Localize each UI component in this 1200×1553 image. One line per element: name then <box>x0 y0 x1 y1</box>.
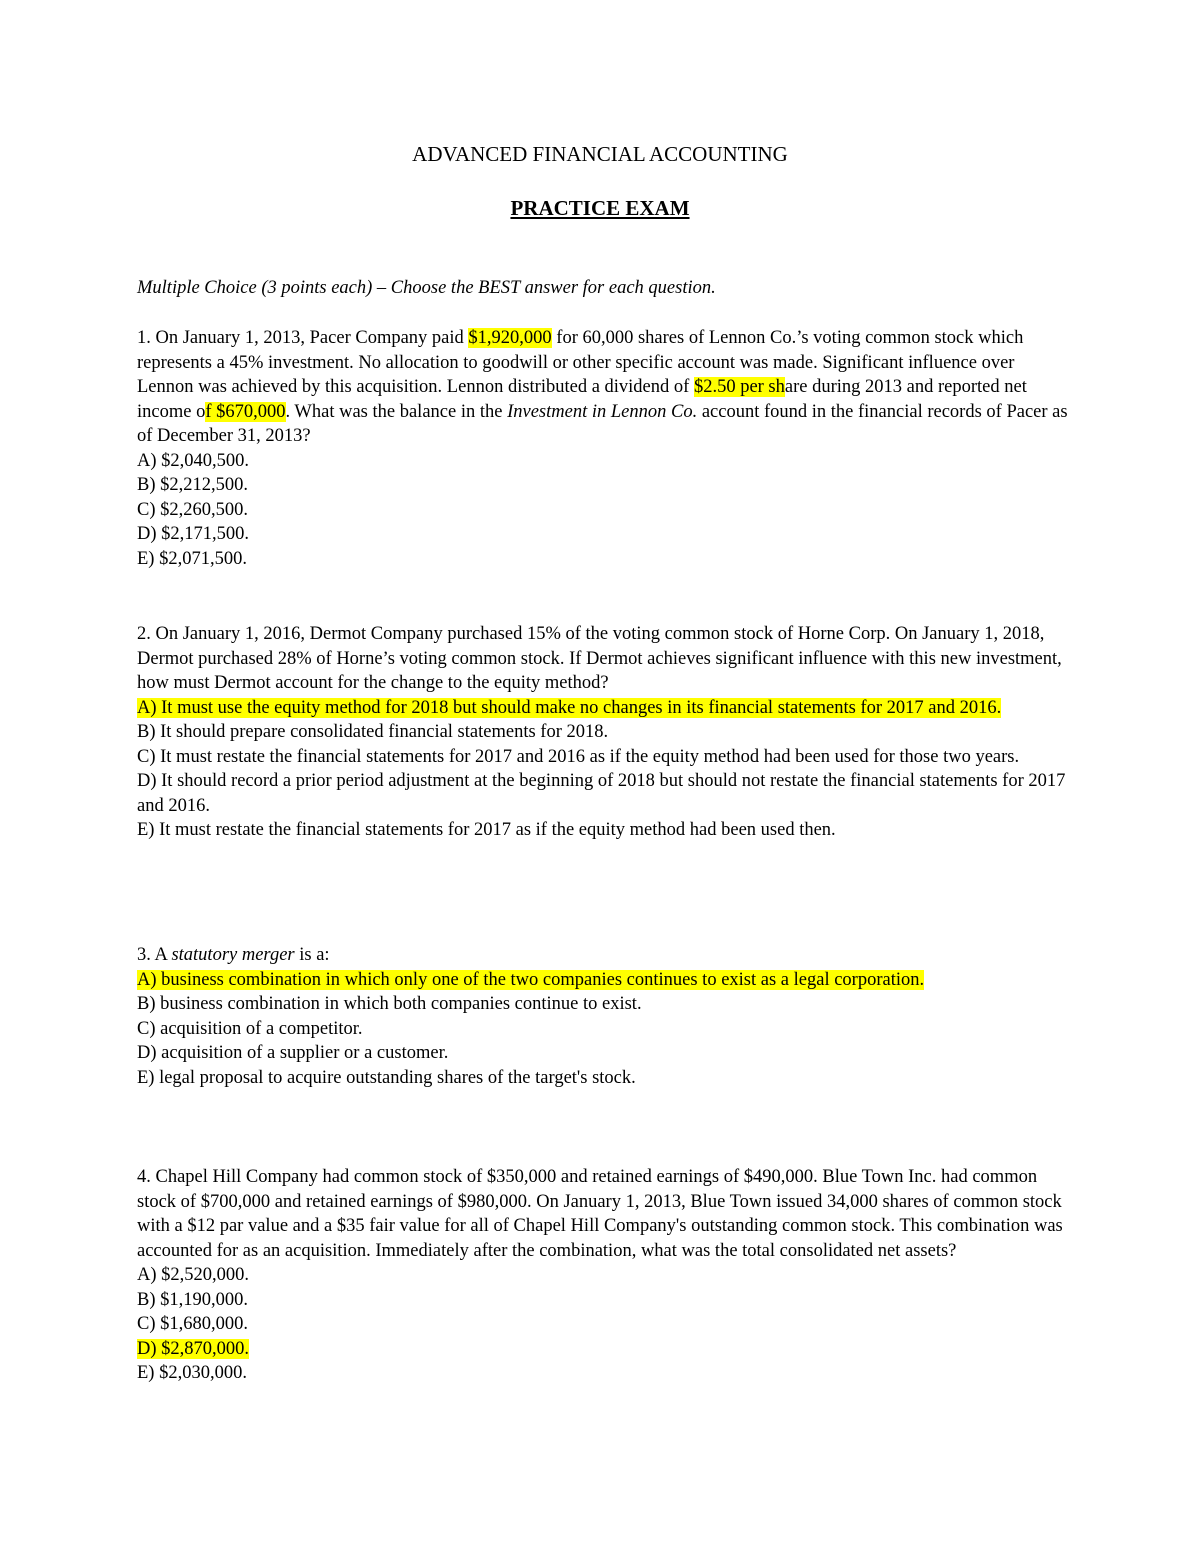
question-4-option-e: E) $2,030,000. <box>137 1363 247 1383</box>
question-3-option-e: E) legal proposal to acquire outstanding shares of the target's stock. <box>137 1067 636 1088</box>
question-2-option-e: E) It must restate the financial statements for 2017 as if the equity method had been used then. <box>137 820 836 840</box>
question-2 <box>137 622 1072 843</box>
question-2-option-d: D) It should record a prior period adjustment at the beginning of 2018 but should not restate the financial statements for 2017 and 2016. <box>137 771 1066 816</box>
question-3-option-d: D) acquisition of a supplier or a customer. <box>137 1043 449 1063</box>
document-subtitle: PRACTICE EXAM <box>510 196 690 220</box>
question-4 <box>137 1165 1072 1386</box>
question-1-stem <box>137 326 1072 449</box>
question-1-option-e: E) $2,071,500. <box>137 548 247 569</box>
question-2-option-a-highlight: A) It must use the equity method for 2018 but should make no changes in its financial statements for 2017 and 2016. <box>137 697 1002 718</box>
question-3-text-part: is a: <box>294 945 330 965</box>
question-1-highlight-dividend: $2.50 per sh <box>693 377 785 397</box>
instructions: Multiple Choice (3 points each) – Choose the BEST answer for each question. <box>137 278 716 298</box>
question-3-stem <box>137 943 1072 968</box>
question-2-option-c: C) It must restate the financial statements for 2017 and 2016 as if the equity method had been used for those two years. <box>137 746 1020 767</box>
question-2-option-b: B) It should prepare consolidated financial statements for 2018. <box>137 722 609 742</box>
question-1-option-a: A) $2,040,500. <box>137 450 250 471</box>
question-4-stem: 4. Chapel Hill Company had common stock of $350,000 and retained earnings of $490,000. Blue Town Inc. had common stock of $700,000 and retained earnings of $980,000. On January 1, 2013, Blue Town issued 34,000 shares of common stock with a $12 par value and a $35 fair value for all of Chapel Hill Company's outstanding common stock. This combination was accounted for as an acquisition. Immediately after the combination, what was the total consolidated net assets? <box>137 1167 1063 1261</box>
question-1-text-part: are during 2013 and reported net income o <box>137 377 1027 422</box>
question-3 <box>137 943 1072 1090</box>
question-2-stem: 2. On January 1, 2016, Dermot Company purchased 15% of the voting common stock of Horne Corp. On January 1, 2018, Dermot purchased 28% of Horne’s voting common stock. If Dermot achieves significant influence with this new investment, how must Dermot account for the change to the equity method? <box>137 624 1062 693</box>
question-1-account-name: Investment in Lennon Co. <box>507 401 698 422</box>
question-3-option-c: C) acquisition of a competitor. <box>137 1018 363 1039</box>
question-1-text-part: for 60,000 shares of Lennon Co.’s voting common stock which represents a 45% investment. No allocation to goodwill or other specific account was made. Significant influence over Lennon was achieved by this acquisition. Lennon distributed a dividend of <box>137 328 1024 397</box>
question-1 <box>137 326 1072 571</box>
question-3-option-a-highlight: A) business combination in which only one of the two companies continues to exist as a legal corporation. <box>137 969 925 990</box>
question-3-text-part: 3. A <box>137 945 172 965</box>
question-3-term: statutory merger <box>171 945 295 965</box>
question-4-option-d <box>137 1337 1072 1362</box>
question-1-text-part: account found in the financial records of Pacer as of December 31, 2013? <box>137 401 1068 446</box>
question-1-option-b: B) $2,212,500. <box>137 475 248 495</box>
question-1-highlight-price: $1,920,000 <box>468 328 552 348</box>
question-2-option-a <box>137 696 1072 721</box>
question-3-option-b: B) business combination in which both companies continue to exist. <box>137 994 642 1014</box>
question-1-option-c: C) $2,260,500. <box>137 499 248 520</box>
question-4-option-b: B) $1,190,000. <box>137 1289 248 1310</box>
question-4-option-d-highlight: D) $2,870,000. <box>137 1338 250 1359</box>
question-4-option-a: A) $2,520,000. <box>137 1265 250 1285</box>
question-1-option-d: D) $2,171,500. <box>137 524 250 544</box>
question-4-option-c: C) $1,680,000. <box>137 1314 248 1334</box>
document-title: ADVANCED FINANCIAL ACCOUNTING <box>412 142 788 166</box>
question-1-text-part: . What was the balance in the <box>285 401 508 422</box>
question-1-highlight-net-income: f $670,000 <box>205 401 286 422</box>
question-3-option-a <box>137 968 1072 993</box>
question-1-text-part: 1. On January 1, 2013, Pacer Company paid <box>137 328 469 348</box>
